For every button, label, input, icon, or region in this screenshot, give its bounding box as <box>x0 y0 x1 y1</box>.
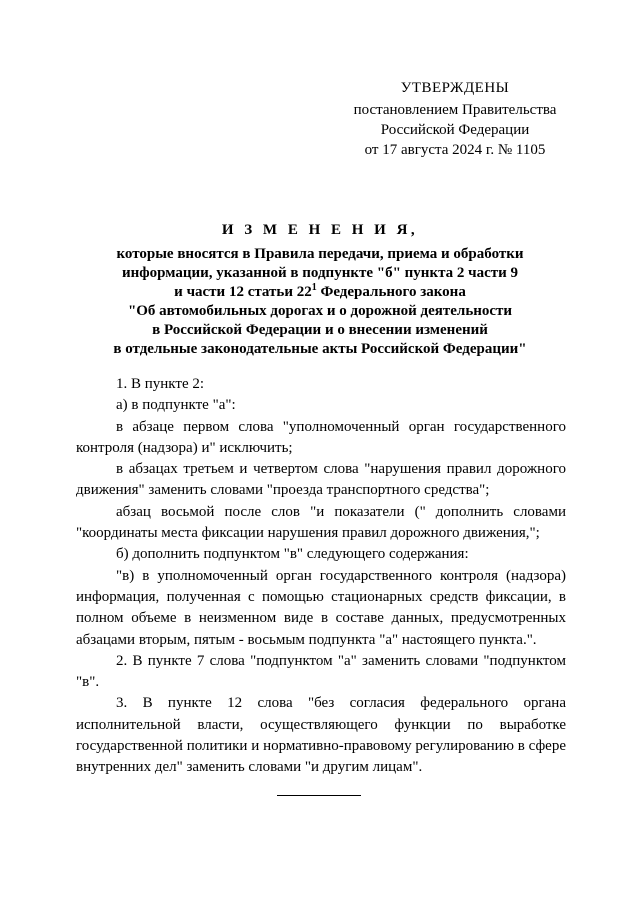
heading-line: "Об автомобильных дорогах и о дорожной деятельности <box>127 303 513 319</box>
approval-date-line: от 17 августа 2024 г. № 1105 <box>364 142 546 158</box>
document-body <box>76 374 566 779</box>
paragraph: в абзаце первом слова "уполномоченный орган государственного контроля (надзора) и" исключить; <box>76 418 566 456</box>
approval-line: постановлением Правительства <box>353 102 557 118</box>
paragraph: в абзацах третьем и четвертом слова "нарушения правил дорожного движения" заменить словами "проезда транспортного средства"; <box>76 461 566 499</box>
heading-text: Федерального закона <box>316 284 466 300</box>
paragraph: абзац восьмой после слов "и показатели (" дополнить словами "координаты места фиксации нарушения правил дорожного движения,"; <box>76 503 566 542</box>
approval-line: Российской Федерации <box>380 122 530 138</box>
paragraph: а) в подпункте "а": <box>116 397 236 414</box>
heading-line: которые вносятся в Правила передачи, приема и обработки <box>116 246 524 262</box>
heading-line: информации, указанной в подпункте "б" пункта 2 части 9 <box>121 265 519 281</box>
heading-text: и части 12 статьи 22 <box>174 284 312 300</box>
document-title: И З М Е Н Е Н И Я, <box>221 222 419 238</box>
paragraph: 1. В пункте 2: <box>116 376 205 392</box>
superscript: 1 <box>311 282 317 293</box>
paragraph: "в) в уполномоченный орган государственного контроля (надзора) информация, полученная с помощью стационарных средств фиксации, в полном объеме в неизменном виде в составе данных, предусмотренных абзацами вторым, пятым - восьмым подпункта "а" настоящего пункта.". <box>76 567 566 648</box>
heading-line <box>70 283 570 302</box>
paragraph: 3. В пункте 12 слова "без согласия федерального органа исполнительной власти, осуществляющего функции по выработке государственной политики и нормативно-правовому регулированию в сфере внутренних дел" заменить словами "и другим лицам". <box>76 695 566 776</box>
approval-block <box>340 78 570 160</box>
approval-title: УТВЕРЖДЕНЫ <box>400 80 510 96</box>
heading-line: в Российской Федерации и о внесении изменений <box>152 322 488 338</box>
paragraph: 2. В пункте 7 слова "подпунктом "а" заменить словами "подпунктом "в". <box>76 652 566 691</box>
heading-line: в отдельные законодательные акты Российской Федерации" <box>113 341 527 357</box>
paragraph: б) дополнить подпунктом "в" следующего содержания: <box>116 546 469 563</box>
document-heading <box>70 222 570 359</box>
closing-rule <box>277 795 361 796</box>
